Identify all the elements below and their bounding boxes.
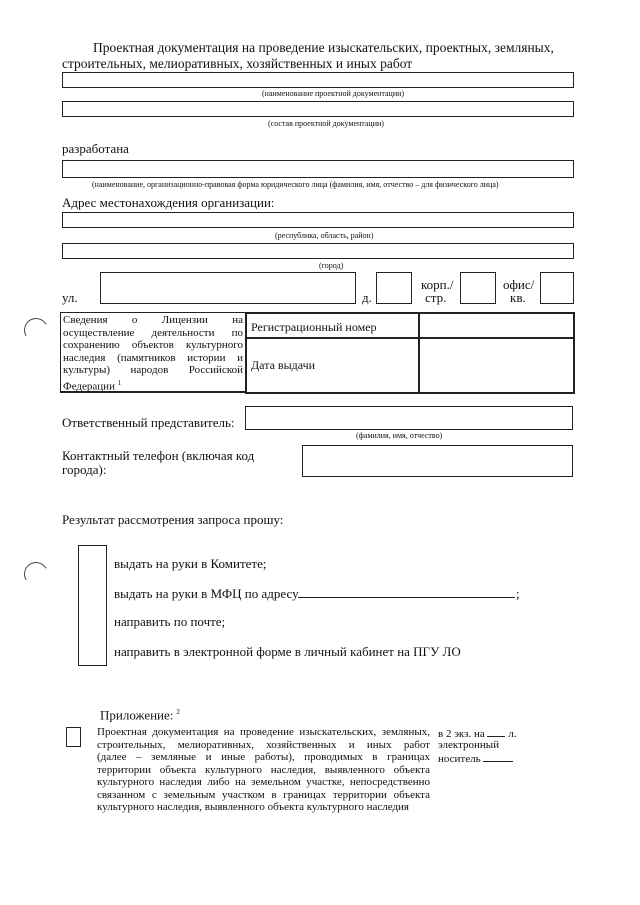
mfc-address-suffix: ; <box>516 586 520 601</box>
phone-label-line1: Контактный телефон (включая код <box>62 448 255 463</box>
form-title-line2: строительных, мелиоративных, хозяйственных и иных работ <box>62 56 413 71</box>
electronic-media-field[interactable] <box>483 751 513 762</box>
city-caption: (город) <box>319 261 344 270</box>
hole-punch-mark <box>21 315 50 344</box>
address-heading: Адрес местонахождения организации: <box>62 195 275 210</box>
license-info-box <box>60 312 247 393</box>
region-field[interactable] <box>62 212 574 228</box>
appendix-description: Проектная документация на проведение изыскательских, земляных, строительных, мелиоративных, хозяйственных и иных работ (далее – земляные и иные работы), проводимых в границах территории объекта культурного наследия, выявленного объекта культурного наследия либо на земельном участке, непосредственно связанном с земельным участком в границах территории объекта культурного наследия, выявленного объекта культурного наследия <box>97 726 430 813</box>
house-label: д. <box>362 290 372 305</box>
issue-date-field[interactable] <box>421 340 568 388</box>
option-checkbox-post[interactable] <box>78 605 107 636</box>
footnote-2: 2 <box>176 708 180 716</box>
street-label: ул. <box>62 290 78 305</box>
appendix-copies: в 2 экз. на л. <box>438 728 517 740</box>
representative-caption: (фамилия, имя, отчество) <box>356 431 443 440</box>
office-label-line2: кв. <box>510 290 526 305</box>
city-field[interactable] <box>62 243 574 259</box>
building-field[interactable] <box>460 272 496 304</box>
option-label-committee: выдать на руки в Комитете; <box>114 556 267 571</box>
form-title-line1: Проектная документация на проведение изыскательских, проектных, земляных, <box>93 40 554 55</box>
building-label-line2: стр. <box>425 290 447 305</box>
street-field[interactable] <box>100 272 356 304</box>
phone-field[interactable] <box>302 445 573 477</box>
office-field[interactable] <box>540 272 574 304</box>
option-checkbox-mfc[interactable] <box>78 575 107 606</box>
electronic-media-line2: носитель <box>438 751 513 766</box>
mfc-address-field[interactable] <box>298 597 515 598</box>
license-table-divider-h <box>247 337 573 339</box>
appendix-checkbox[interactable] <box>66 727 81 747</box>
office-label-line1: офис/ <box>503 277 535 292</box>
license-table-divider-v <box>418 314 420 392</box>
footnote-1: 1 <box>117 378 122 387</box>
representative-field[interactable] <box>245 406 573 430</box>
doc-name-caption: (наименование проектной документации) <box>262 89 405 98</box>
doc-composition-caption: (состав проектной документации) <box>268 119 384 128</box>
option-label-post: направить по почте; <box>114 614 226 629</box>
result-heading: Результат рассмотрения запроса прошу: <box>62 512 284 527</box>
option-label-electronic: направить в электронной форме в личный кабинет на ПГУ ЛО <box>114 644 461 659</box>
reg-number-field[interactable] <box>421 315 568 335</box>
option-checkbox-electronic[interactable] <box>78 635 107 666</box>
copies-sheets-field[interactable] <box>487 726 505 737</box>
developed-by-label: разработана <box>62 141 129 156</box>
region-caption: (республика, область, район) <box>275 231 374 240</box>
phone-label-line2: города): <box>62 462 107 477</box>
appendix-label: Приложение: $^2$ <box>100 707 180 723</box>
developer-name-field[interactable] <box>62 160 574 178</box>
issue-date-label: Дата выдачи <box>251 358 316 372</box>
doc-composition-field[interactable] <box>62 101 574 117</box>
representative-label: Ответственный представитель: <box>62 415 235 430</box>
developer-name-caption: (наименование, организационно-правовая форма юридического лица (фамилия, имя, отчество – для физического лица) <box>92 180 499 189</box>
building-label-line1: корп./ <box>421 277 454 292</box>
electronic-media-line1: электронный <box>438 739 500 751</box>
option-checkbox-committee[interactable] <box>78 545 107 577</box>
doc-name-field[interactable] <box>62 72 574 88</box>
license-info-text: Сведения о Лицензии на осуществление деятельности по сохранению объектов культурного наследия (памятников истории и культуры) народов Российской Федерации $^1$ <box>63 314 243 393</box>
house-field[interactable] <box>376 272 412 304</box>
reg-number-label: Регистрационный номер <box>251 320 377 334</box>
option-label-mfc: выдать на руки в МФЦ по адресу <box>114 586 299 601</box>
hole-punch-mark <box>21 559 50 588</box>
